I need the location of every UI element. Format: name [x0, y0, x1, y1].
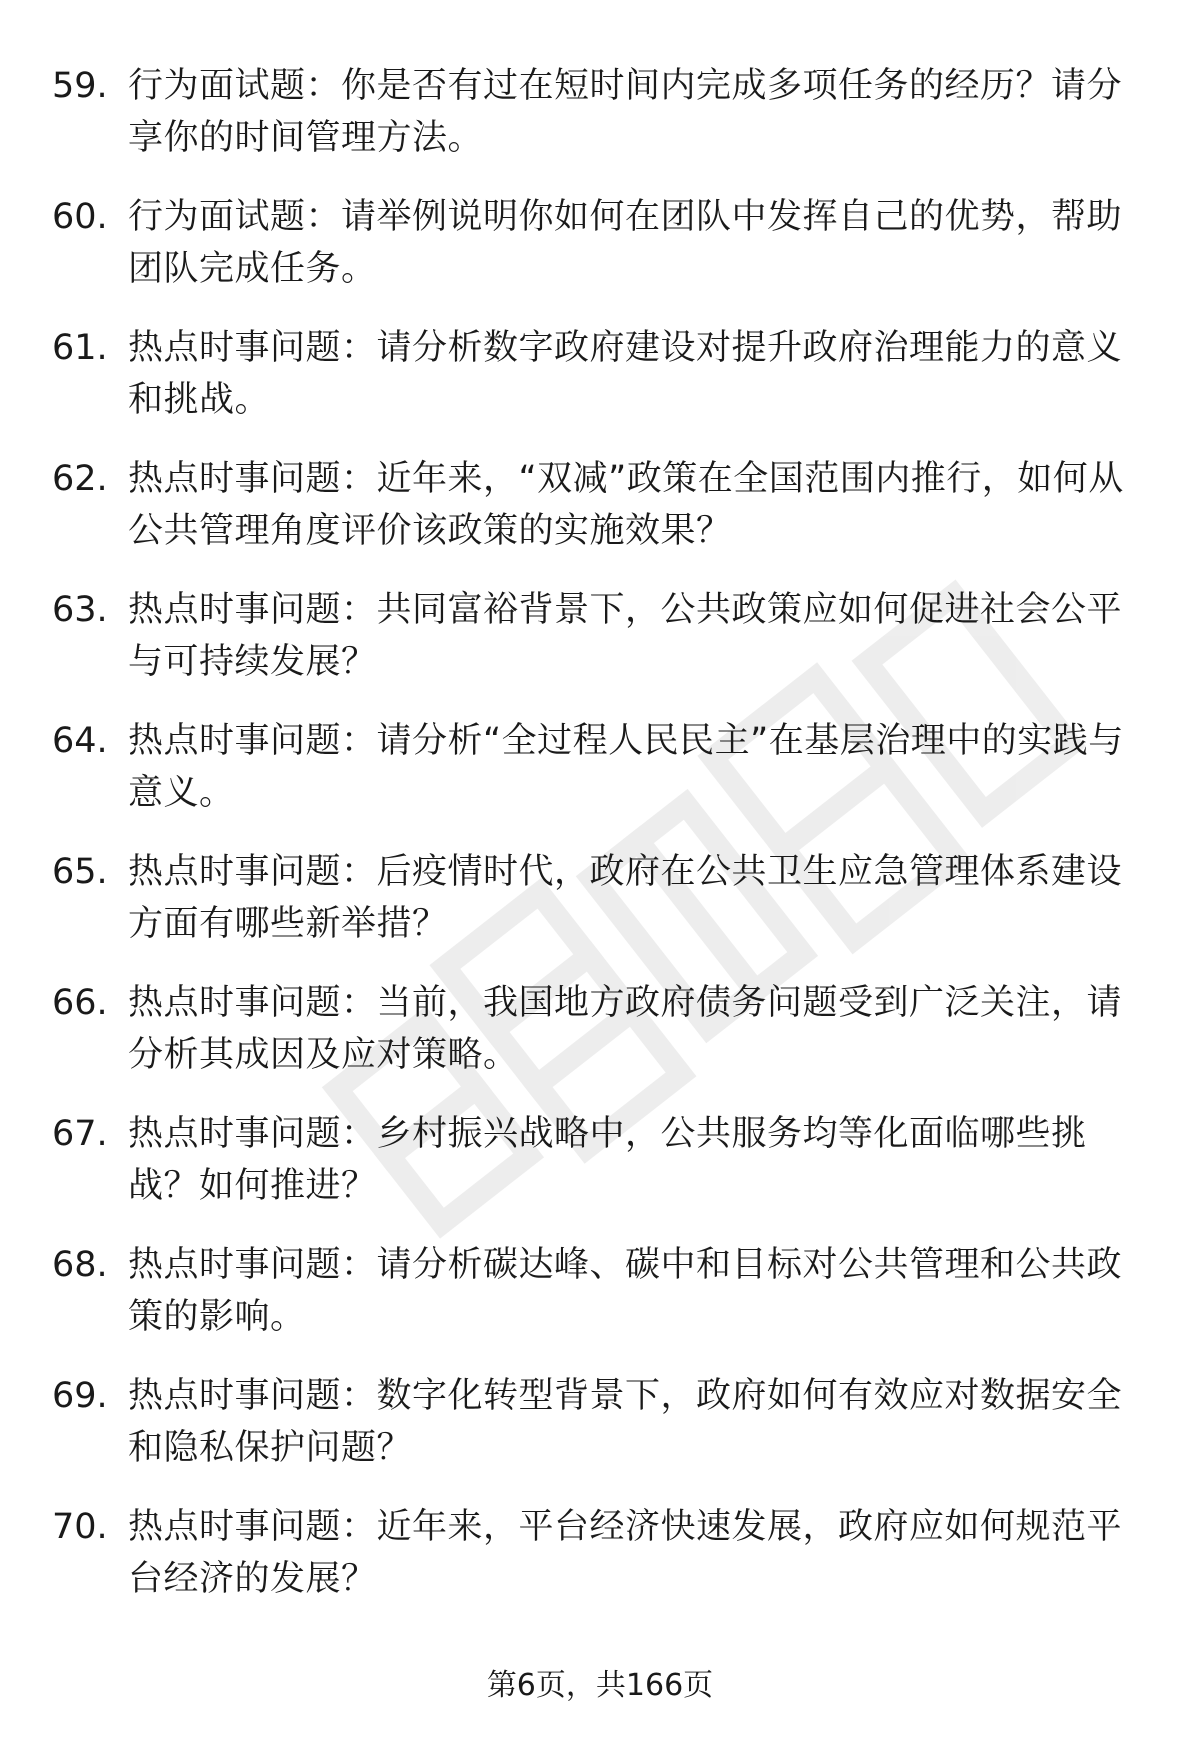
item-text: 热点时事问题：后疫情时代，政府在公共卫生应急管理体系建设方面有哪些新举措？ — [128, 852, 1123, 944]
item-number: 60. — [52, 197, 108, 237]
list-item — [0, 707, 1200, 838]
item-number: 66. — [52, 983, 108, 1023]
list-item — [0, 1493, 1200, 1624]
item-number: 59. — [52, 66, 108, 106]
page-footer: 第6页，共166页 — [486, 1668, 714, 1703]
item-text: 热点时事问题：近年来，平台经济快速发展，政府应如何规范平台经济的发展？ — [128, 1507, 1123, 1599]
list-item — [0, 1362, 1200, 1493]
list-item — [0, 314, 1200, 445]
item-text: 行为面试题：你是否有过在短时间内完成多项任务的经历？请分享你的时间管理方法。 — [128, 66, 1123, 158]
list-item — [0, 1100, 1200, 1231]
list-item — [0, 52, 1200, 183]
item-text: 热点时事问题：乡村振兴战略中，公共服务均等化面临哪些挑战？如何推进？ — [128, 1114, 1087, 1206]
list-item — [0, 1231, 1200, 1362]
item-text: 热点时事问题：共同富裕背景下，公共政策应如何促进社会公平与可持续发展？ — [128, 590, 1123, 682]
item-number: 62. — [52, 459, 108, 499]
item-number: 70. — [52, 1507, 108, 1547]
item-number: 63. — [52, 590, 108, 630]
item-text: 热点时事问题：请分析“全过程人民民主”在基层治理中的实践与意义。 — [128, 721, 1124, 813]
item-text: 热点时事问题：近年来，“双减”政策在全国范围内推行，如何从公共管理角度评价该政策的实施效果？ — [128, 459, 1124, 551]
item-number: 61. — [52, 328, 108, 368]
list-item — [0, 183, 1200, 314]
item-text: 热点时事问题：请分析碳达峰、碳中和目标对公共管理和公共政策的影响。 — [128, 1245, 1123, 1337]
item-number: 64. — [52, 721, 108, 761]
item-number: 68. — [52, 1245, 108, 1285]
item-number: 67. — [52, 1114, 108, 1154]
list-item — [0, 969, 1200, 1100]
item-text: 热点时事问题：请分析数字政府建设对提升政府治理能力的意义和挑战。 — [128, 328, 1123, 420]
item-number: 65. — [52, 852, 108, 892]
list-item — [0, 576, 1200, 707]
list-item — [0, 445, 1200, 576]
item-number: 69. — [52, 1376, 108, 1416]
item-text: 热点时事问题：当前，我国地方政府债务问题受到广泛关注，请分析其成因及应对策略。 — [128, 983, 1123, 1075]
item-text: 热点时事问题：数字化转型背景下，政府如何有效应对数据安全和隐私保护问题？ — [128, 1376, 1123, 1468]
item-text: 行为面试题：请举例说明你如何在团队中发挥自己的优势，帮助团队完成任务。 — [128, 197, 1123, 289]
list-item — [0, 838, 1200, 969]
question-list — [0, 52, 1200, 1624]
